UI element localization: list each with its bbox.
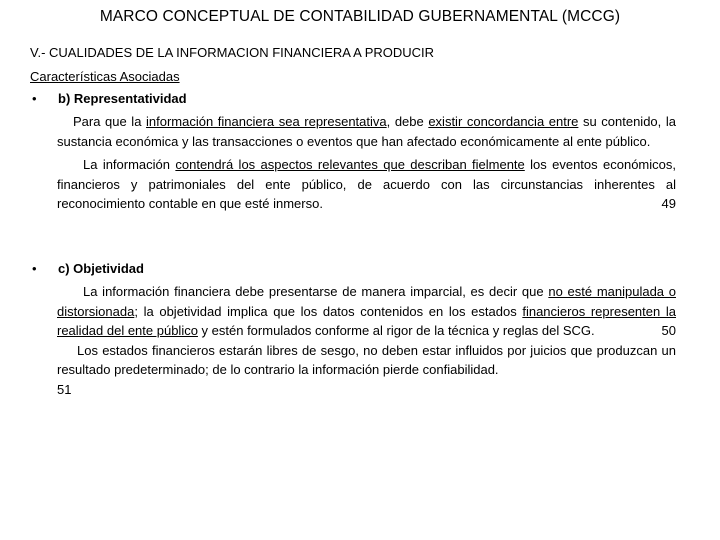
underlined-text: financieros representen la realidad del ente público: [57, 303, 676, 338]
section-heading: V.- CUALIDADES DE LA INFORMACION FINANCIERA A PRODUCIR: [30, 45, 435, 60]
underlined-text: existir concordancia entre: [428, 114, 579, 129]
underlined-text: información financiera sea representativa: [146, 114, 387, 129]
text-run: los eventos económicos, financieros y patrimoniales del ente público, de acuerdo con las circunstancias inherentes al reconocimiento contable en que esté inmerso.: [57, 157, 676, 211]
objetividad-body: [57, 282, 676, 399]
text-run: , debe: [386, 114, 429, 129]
bullet-marker: •: [32, 261, 37, 276]
paragraph: [57, 282, 676, 341]
underlined-text: no esté manipulada o distorsionada: [57, 284, 676, 319]
paragraph: [57, 112, 676, 151]
text-run: La información: [83, 157, 176, 172]
text-run: Para que la: [73, 114, 146, 129]
text-run: Los estados financieros estarán libres de sesgo, no deben estar influidos por juicios que produzcan un resultado predeterminado; de lo contrario la información pierde confiabilidad.: [57, 342, 676, 377]
item-label-objetividad: c) Objetividad: [58, 261, 144, 276]
paragraph: [57, 341, 676, 400]
bullet-marker: •: [32, 91, 37, 106]
page-title: MARCO CONCEPTUAL DE CONTABILIDAD GUBERNAMENTAL (MCCG): [99, 8, 621, 25]
paragraph: [57, 155, 676, 214]
reference-number: 49: [661, 196, 676, 211]
reference-number: 50: [661, 323, 676, 338]
representatividad-body: [57, 112, 676, 214]
subheading: Características Asociadas: [30, 69, 180, 84]
text-run: ; la objetividad implica que los datos contenidos en los estados: [134, 303, 523, 319]
underlined-text: contendrá los aspectos relevantes que describan fielmente: [175, 157, 525, 172]
reference-number: 51: [57, 381, 72, 397]
item-label-representatividad: b) Representatividad: [58, 91, 187, 106]
text-run: La información financiera debe presentarse de manera imparcial, es decir que: [83, 284, 549, 299]
text-run: su contenido, la sustancia económica y las transacciones o eventos que han afectado económicamente al ente público.: [57, 114, 676, 149]
text-run: y estén formulados conforme al rigor de la técnica y reglas del SCG.: [197, 323, 595, 338]
